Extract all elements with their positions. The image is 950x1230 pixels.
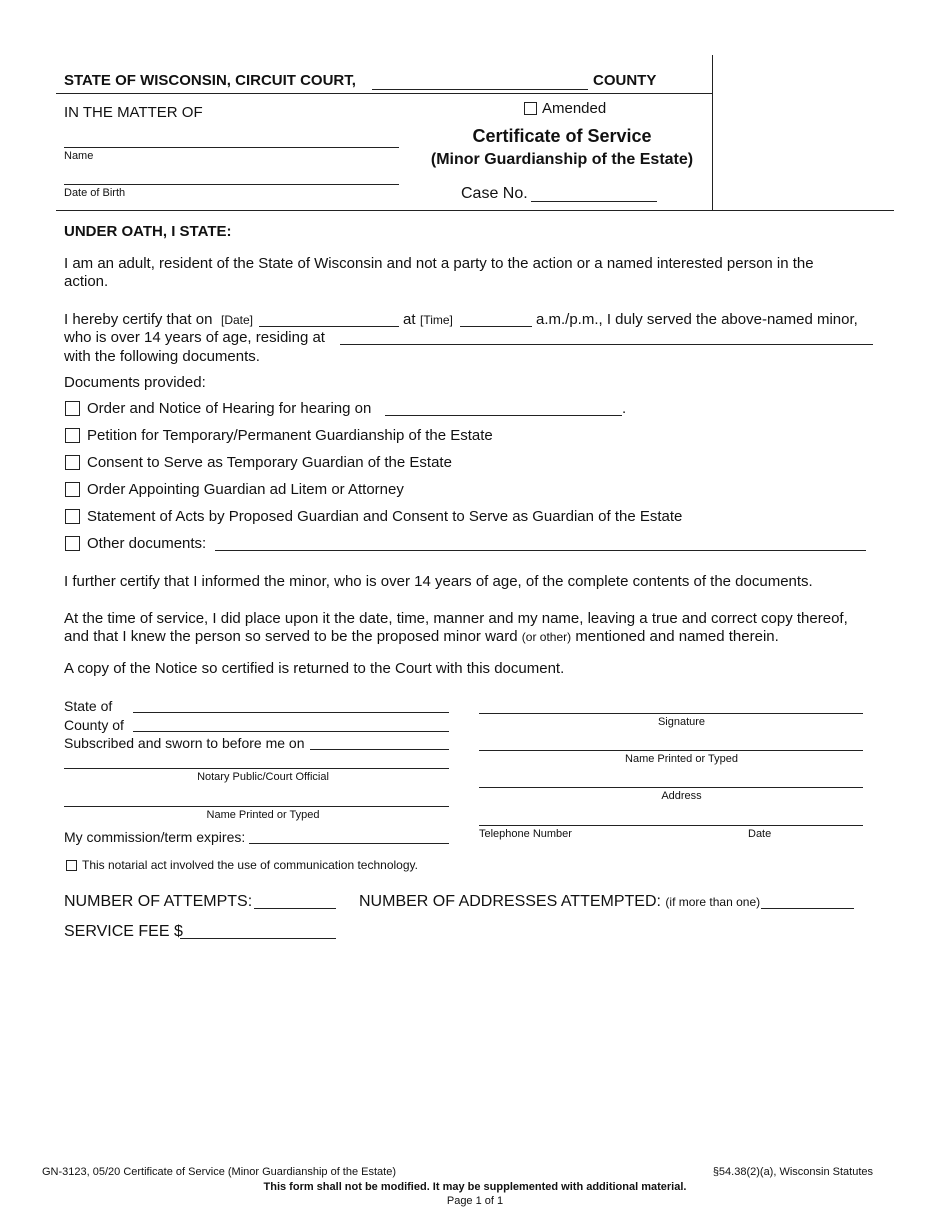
notary-signature-field[interactable] [64, 768, 449, 769]
name-field[interactable] [64, 147, 399, 148]
in-matter-of-label: IN THE MATTER OF [64, 104, 203, 121]
copy-returned-statement: A copy of the Notice so certified is returned to the Court with this document. [64, 660, 565, 677]
doc-other-label: Other documents: [87, 535, 207, 552]
communication-tech-label: This notarial act involved the use of communication technology. [82, 858, 418, 872]
doc-order-gal-label: Order Appointing Guardian ad Litem or Attorney [87, 481, 404, 498]
service-fee-label: SERVICE FEE $ [64, 923, 183, 940]
telephone-label: Telephone Number [479, 828, 572, 840]
doc-hearing-period: . [622, 400, 627, 417]
informed-statement: I further certify that I informed the minor, who is over 14 years of age, of the complete contents of the documents. [64, 573, 813, 590]
hearing-date-field[interactable] [385, 415, 622, 416]
modification-notice: This form shall not be modified. It may be supplemented with additional material. [263, 1181, 687, 1193]
signature-field[interactable] [479, 713, 863, 714]
form-id: GN-3123, 05/20 Certificate of Service (Minor Guardianship of the Estate) [42, 1166, 397, 1178]
header-rule-top [56, 93, 712, 94]
at-label: at [403, 311, 416, 328]
header-rule-bottom [56, 210, 894, 211]
subscribed-date-field[interactable] [310, 749, 449, 750]
telephone-date-field[interactable] [479, 825, 863, 826]
certify-suffix: a.m./p.m., I duly served the above-named minor, [536, 311, 858, 328]
oath-heading: UNDER OATH, I STATE: [64, 223, 232, 240]
residence-address-field[interactable] [340, 344, 873, 345]
commission-expires-field[interactable] [249, 843, 449, 844]
notary-official-label: Notary Public/Court Official [197, 771, 329, 783]
county-of-label: County of [64, 717, 124, 733]
signer-address-field[interactable] [479, 787, 863, 788]
amended-checkbox[interactable] [524, 102, 537, 115]
amended-label: Amended [542, 100, 607, 117]
notary-name-label: Name Printed or Typed [206, 809, 320, 821]
time-tag: [Time] [420, 313, 453, 327]
number-attempts-field[interactable] [254, 908, 336, 909]
adult-statement-line1: I am an adult, resident of the State of Wisconsin and not a party to the action or a named interested person in the [64, 255, 814, 272]
signer-name-label: Name Printed or Typed [625, 753, 738, 765]
service-date-field[interactable] [259, 326, 399, 327]
number-addresses-field[interactable] [761, 908, 854, 909]
doc-statement-checkbox[interactable] [65, 509, 80, 524]
doc-hearing-checkbox[interactable] [65, 401, 80, 416]
doc-hearing-label: Order and Notice of Hearing for hearing on [87, 400, 372, 417]
notary-county-field[interactable] [133, 731, 449, 732]
page-number: Page 1 of 1 [446, 1195, 504, 1207]
signer-address-label: Address [661, 790, 702, 802]
commission-label: My commission/term expires: [64, 829, 246, 845]
certify-prefix: I hereby certify that on [64, 311, 213, 328]
doc-order-gal-checkbox[interactable] [65, 482, 80, 497]
number-attempts-label: NUMBER OF ATTEMPTS: [64, 893, 253, 910]
notary-name-field[interactable] [64, 806, 449, 807]
date-of-birth-label: Date of Birth [64, 187, 126, 199]
statute-reference: §54.38(2)(a), Wisconsin Statutes [712, 1166, 873, 1178]
signature-label: Signature [657, 716, 706, 728]
number-addresses-label: NUMBER OF ADDRESSES ATTEMPTED: (if more than one) [359, 893, 761, 910]
doc-other-checkbox[interactable] [65, 536, 80, 551]
notary-state-field[interactable] [133, 712, 449, 713]
county-name-field[interactable] [372, 89, 588, 90]
time-of-service-line2: and that I knew the person so served to be the proposed minor ward (or other) mentioned and named therein. [64, 628, 779, 645]
case-number-field[interactable] [531, 201, 657, 202]
doc-petition-label: Petition for Temporary/Permanent Guardianship of the Estate [87, 427, 493, 444]
time-of-service-line1: At the time of service, I did place upon it the date, time, manner and my name, leaving a true and correct copy thereof, [64, 610, 848, 627]
signer-name-field[interactable] [479, 750, 863, 751]
doc-statement-label: Statement of Acts by Proposed Guardian and Consent to Serve as Guardian of the Estate [87, 508, 683, 525]
state-of-label: State of [64, 698, 113, 714]
doc-consent-temp-label: Consent to Serve as Temporary Guardian of the Estate [87, 454, 452, 471]
other-documents-field[interactable] [215, 550, 866, 551]
date-of-birth-field[interactable] [64, 184, 399, 185]
adult-statement-line2: action. [64, 273, 109, 290]
residing-label: who is over 14 years of age, residing at [64, 329, 325, 346]
subscribed-label: Subscribed and sworn to before me on [64, 735, 305, 751]
service-fee-field[interactable] [180, 938, 336, 939]
service-time-field[interactable] [460, 326, 532, 327]
name-label: Name [64, 150, 94, 162]
doc-petition-checkbox[interactable] [65, 428, 80, 443]
doc-consent-temp-checkbox[interactable] [65, 455, 80, 470]
documents-provided-label: Documents provided: [64, 374, 206, 391]
communication-tech-checkbox[interactable] [66, 860, 77, 871]
header-divider-vertical [712, 55, 713, 210]
following-documents: with the following documents. [64, 348, 260, 365]
case-number-label: Case No. [461, 185, 528, 202]
county-label: COUNTY [593, 72, 657, 89]
date-label: Date [748, 828, 772, 840]
form-title: Certificate of Service [472, 126, 652, 146]
form-subtitle: (Minor Guardianship of the Estate) [430, 151, 694, 168]
date-tag: [Date] [221, 313, 254, 327]
state-court-label: STATE OF WISCONSIN, CIRCUIT COURT, [64, 72, 356, 89]
